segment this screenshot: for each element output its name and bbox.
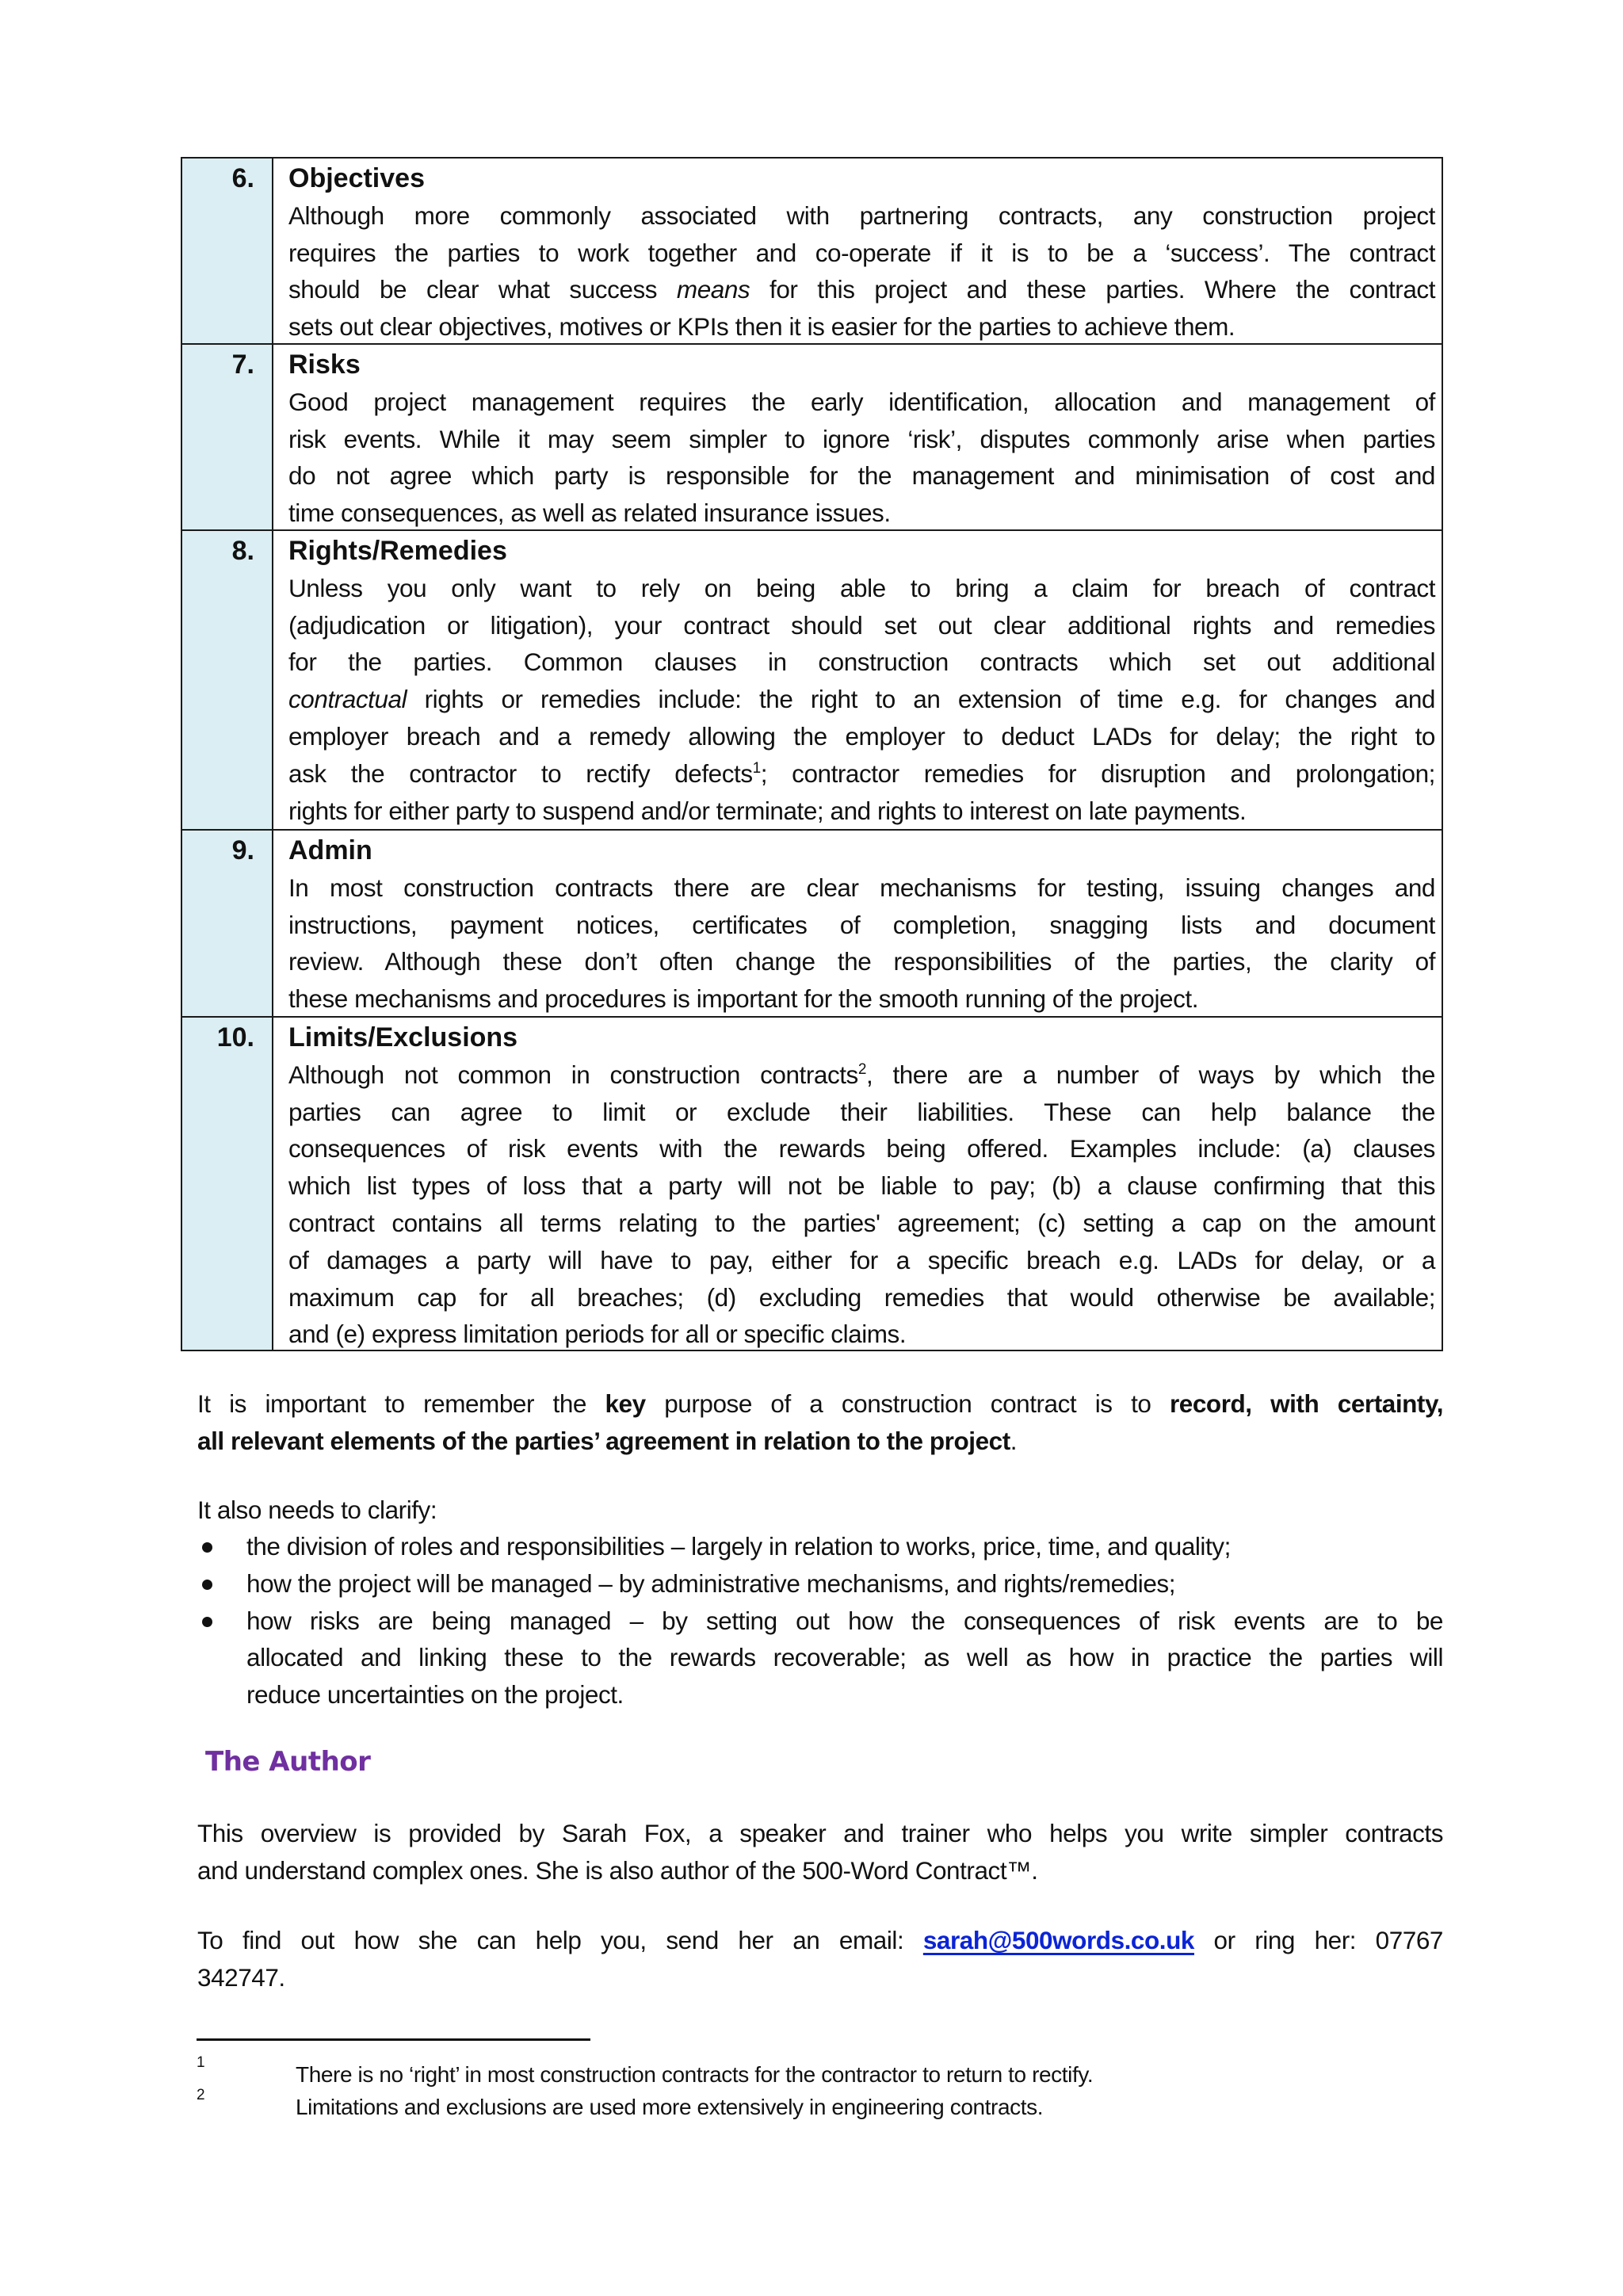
bullet-item: the division of roles and responsibilities – largely in relation to works, price, time, and quality;	[197, 1528, 1443, 1565]
text-line: maximum cap for all breaches; (d) excluding remedies that would otherwise be available;	[288, 1282, 1435, 1312]
text-line: these mechanisms and procedures is important for the smooth running of the project.	[288, 984, 1199, 1014]
text-line: In most construction contracts there are clear mechanisms for testing, issuing changes and	[288, 873, 1435, 902]
clause-row-7	[182, 343, 1442, 529]
clause-text	[288, 197, 1435, 346]
clause-body	[273, 831, 1442, 1016]
text-line: Although more commonly associated with partnering contracts, any construction project	[288, 201, 1435, 230]
footnote-text: There is no ‘right’ in most construction contracts for the contractor to return to rectify.	[296, 2062, 1094, 2087]
clause-row-10	[182, 1016, 1442, 1350]
text-line: parties can agree to limit or exclude their liabilities. These can help balance the	[288, 1097, 1435, 1126]
text-line: Good project management requires the early identification, allocation and management of	[288, 387, 1435, 416]
author-bio: This overview is provided by Sarah Fox, a speaker and trainer who helps you write simpler contracts and understand complex ones. She is also author of the 500-Word Contract™.	[197, 1819, 1443, 1885]
author-heading: The Author	[205, 1746, 371, 1778]
text-line: do not agree which party is responsible for the management and minimisation of cost and	[288, 461, 1435, 491]
text-line: which list types of loss that a party will not be liable to pay; (b) a clause confirming that this	[288, 1171, 1435, 1201]
clause-number: 10.	[182, 1018, 273, 1350]
text-line: It is important to remember the key purpose of a construction contract is to record, with certainty,	[197, 1389, 1444, 1418]
footnote-number: 2	[197, 2087, 205, 2103]
text-line: contract contains all terms relating to the parties' agreement; (c) setting a cap on the amount	[288, 1208, 1435, 1237]
text-line: time consequences, as well as related insurance issues.	[288, 499, 891, 528]
text-line: contractual rights or remedies include: the right to an extension of time e.g. for changes and	[288, 685, 1435, 714]
bullet-icon	[202, 1617, 212, 1627]
clause-row-8	[182, 529, 1442, 829]
text-line: consequences of risk events with the rewards being offered. Examples include: (a) clauses	[288, 1134, 1435, 1163]
bullet-icon	[202, 1580, 212, 1590]
contact-line: To find out how she can help you, send her an email: sarah@500words.co.uk or ring her: 07767	[197, 1926, 1443, 1954]
clause-number: 9.	[182, 831, 273, 1016]
clause-title: Risks	[288, 350, 361, 380]
text-line: risk events. While it may seem simpler to ignore ‘risk’, disputes commonly arise when parties	[288, 424, 1435, 453]
key-purpose-paragraph	[197, 1385, 1443, 1460]
text-line: requires the parties to work together and co-operate if it is to be a ‘success’. The contract	[288, 238, 1435, 267]
clause-number: 7.	[182, 345, 273, 529]
clause-row-9	[182, 829, 1442, 1016]
clause-text	[288, 384, 1435, 532]
text-line: and (e) express limitation periods for all or specific claims.	[288, 1320, 907, 1349]
author-contact: To find out how she can help you, send her an email: sarah@500words.co.uk or ring her: 07767 342747.	[197, 1922, 1443, 1996]
text-line: should be clear what success means for this project and these parties. Where the contract	[288, 275, 1435, 304]
text-line: rights for either party to suspend and/or terminate; and rights to interest on late payments.	[288, 796, 1247, 825]
clause-body	[273, 1018, 1442, 1350]
clause-body	[273, 159, 1442, 343]
clarify-intro: It also needs to clarify:	[197, 1496, 437, 1524]
text-line: all relevant elements of the parties’ agreement in relation to the project.	[197, 1426, 1018, 1455]
clause-title: Objectives	[288, 163, 425, 193]
bullet-item: how the project will be managed – by administrative mechanisms, and rights/remedies;	[197, 1565, 1443, 1603]
clarify-bullet-list	[197, 1528, 1443, 1713]
text-line: employer breach and a remedy allowing the employer to deduct LADs for delay; the right to	[288, 721, 1435, 751]
clause-number: 8.	[182, 531, 273, 829]
text-line: Although not common in construction contracts$^2$, there are a number of ways by which the	[288, 1060, 1435, 1089]
text-line: review. Although these don’t often change the responsibilities of the parties, the clarity of	[288, 947, 1435, 976]
text-line: ask the contractor to rectify defects$^1$; contractor remedies for disruption and prolongation;	[288, 758, 1435, 788]
clause-body	[273, 531, 1442, 829]
clause-title: Rights/Remedies	[288, 536, 507, 566]
clause-text	[288, 570, 1435, 830]
footnote-text: Limitations and exclusions are used more extensively in engineering contracts.	[296, 2095, 1044, 2119]
footnote-number: 1	[197, 2054, 205, 2071]
clause-table	[181, 157, 1443, 1351]
text-line: of damages a party will have to pay, either for a specific breach e.g. LADs for delay, or a	[288, 1245, 1435, 1274]
clause-body	[273, 345, 1442, 529]
email-link[interactable]: sarah@500words.co.uk	[922, 1926, 1194, 1954]
clause-row-6	[182, 159, 1442, 343]
clause-text	[288, 1056, 1435, 1353]
clause-number: 6.	[182, 159, 273, 343]
clause-text	[288, 869, 1435, 1018]
clause-title: Limits/Exclusions	[288, 1022, 518, 1052]
footnote-separator	[197, 2038, 590, 2041]
text-line: Unless you only want to rely on being able to bring a claim for breach of contract	[288, 573, 1435, 602]
bullet-icon	[202, 1542, 212, 1553]
bullet-item: how risks are being managed – by setting out how the consequences of risk events are to be allocated and linking these to the rewards recoverable; as well as how in practice the parties will reduce uncertainties on the project.	[197, 1603, 1443, 1713]
text-line: for the parties. Common clauses in construction contracts which set out additional	[288, 648, 1435, 677]
text-line: (adjudication or litigation), your contract should set out clear additional rights and remedies	[288, 610, 1435, 640]
text-line: instructions, payment notices, certificates of completion, snagging lists and document	[288, 910, 1435, 939]
text-line: sets out clear objectives, motives or KPIs then it is easier for the parties to achieve them.	[288, 312, 1235, 342]
clause-title: Admin	[288, 835, 372, 865]
